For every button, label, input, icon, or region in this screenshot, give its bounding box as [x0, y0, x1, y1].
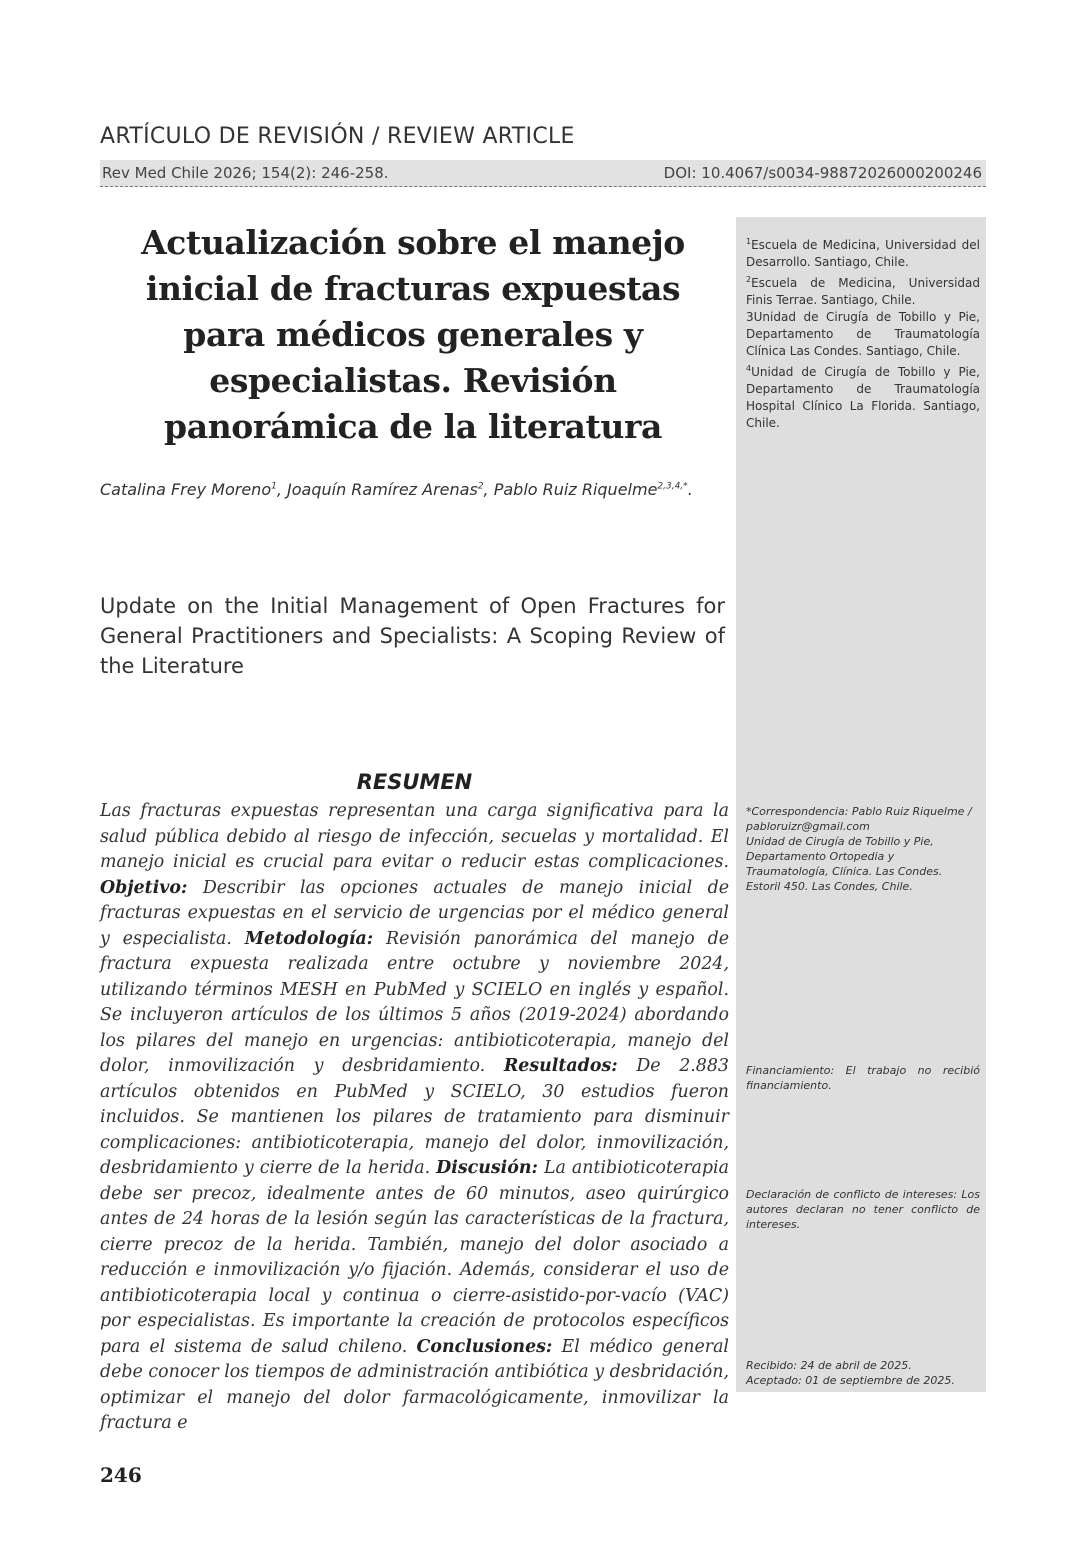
abstract-section-label: Objetivo:: [100, 877, 188, 898]
abstract-section-label: Conclusiones:: [416, 1336, 553, 1357]
affiliation-item: 3Unidad de Cirugía de Tobillo y Pie, Departamento de Traumatología Clínica Las Condes. Santiago, Chile.: [746, 310, 980, 358]
submission-dates: [746, 1358, 980, 1388]
funding-note: Financiamiento: El trabajo no recibió financiamiento.: [746, 1064, 980, 1092]
accepted-date: Aceptado: 01 de septiembre de 2025.: [746, 1374, 955, 1387]
correspondence-address: Estoril 450. Las Condes, Chile.: [746, 880, 913, 893]
abstract-heading: RESUMEN: [356, 770, 473, 794]
author-affiliation-ref: 2: [477, 481, 484, 492]
author-affiliation-ref: 1: [271, 481, 277, 492]
affiliation-item: $^1$Escuela de Medicina, Universidad del Desarrollo. Santiago, Chile.: [746, 237, 980, 269]
english-title: Update on the Initial Management of Open Fractures for General Practitioners and Specialists: A Scoping Review of the Literature: [100, 594, 725, 678]
correspondence-contact[interactable]: *Correspondencia: Pablo Ruiz Riquelme / pabloruizr@gmail.com: [746, 805, 972, 833]
citation-bar: [100, 160, 986, 187]
correspondence: [746, 804, 980, 894]
affiliations: [746, 233, 980, 432]
section-label: ARTÍCULO DE REVISIÓN / REVIEW ARTICLE: [100, 124, 575, 149]
author-list: Catalina Frey Moreno$^1$, Joaquín Ramírez Arenas$^2$, Pablo Ruiz Riquelme$^{2,3,4,*}$.: [100, 480, 693, 499]
received-date: Recibido: 24 de abril de 2025.: [746, 1359, 912, 1372]
author-name: Pablo Ruiz Riquelme: [493, 480, 658, 499]
affiliation-item: $^2$Escuela de Medicina, Universidad Finis Terrae. Santiago, Chile.: [746, 275, 980, 307]
abstract-section-label: Discusión:: [436, 1158, 538, 1178]
article-title: Actualización sobre el manejo inicial de fracturas expuestas para médicos generales y especialistas. Revisión panorámica de la literatura: [141, 223, 685, 446]
conflict-of-interest-note: Declaración de conflicto de intereses: Los autores declaran no tener conflicto de intereses.: [746, 1188, 980, 1231]
correspondence-unit: Unidad de Cirugía de Tobillo y Pie, Departamento Ortopedia y Traumatología, Clínica. Las Condes.: [746, 835, 943, 878]
author-name: Catalina Frey Moreno: [100, 480, 272, 499]
doi-link[interactable]: DOI: 10.4067/s0034-98872026000200246: [663, 164, 982, 182]
abstract-section-label: Resultados:: [503, 1056, 618, 1076]
author-affiliation-ref: 2,3,4,*: [657, 481, 688, 492]
abstract-section-label: Metodología:: [244, 928, 374, 949]
sidebar-panel: [736, 217, 986, 1392]
author-name: Joaquín Ramírez Arenas: [287, 480, 478, 499]
journal-citation: Rev Med Chile 2026; 154(2): 246-258.: [102, 164, 389, 182]
abstract-body: Las fracturas expuestas representan una carga significativa para la salud pública debido al riesgo de infección, secuelas y mortalidad. El manejo inicial es crucial para evitar o reducir estas complicaciones. Objetivo: Describir las opciones actuales de manejo inicial de fracturas expuestas en el servicio de urgencias por el médico general y especialista. Metodología: Revisión panorámica del manejo de fractura expuesta realizada entre octubre y noviembre 2024, utilizando términos MESH en PubMed y SCIELO en inglés y español. Se incluyeron artículos de los últimos 5 años (2019-2024) abordando los pilares del manejo en urgencias: antibioticoterapia, manejo del dolor, inmovilización y desbridamiento. Resultados: De 2.883 artículos obtenidos en PubMed y SCIELO, 30 estudios fueron incluidos. Se mantienen los pilares de tratamiento para disminuir complicaciones: antibioticoterapia, manejo del dolor, inmovilización, desbridamiento y cierre de la herida. Discusión: La antibioticoterapia debe ser precoz, idealmente antes de 60 minutos, aseo quirúrgico antes de 24 horas de la lesión según las características de la fractura, cierre precoz de la herida. También, manejo del dolor asociado a reducción e inmovilización y/o fijación. Además, considerar el uso de antibioticoterapia local y continua o cierre-asistido-por-vacío (VAC) por especialistas. Es importante la creación de protocolos específicos para el sistema de salud chileno. Conclusiones: El médico general debe conocer los tiempos de administración antibiótica y desbridación, optimizar el manejo del dolor farmacológicamente, inmovilizar la fractura e: [100, 801, 729, 1433]
affiliation-item: $^4$Unidad de Cirugía de Tobillo y Pie, Departamento de Traumatología Hospital Clínico La Florida. Santiago, Chile.: [746, 364, 980, 430]
page-number: 246: [100, 1463, 142, 1487]
